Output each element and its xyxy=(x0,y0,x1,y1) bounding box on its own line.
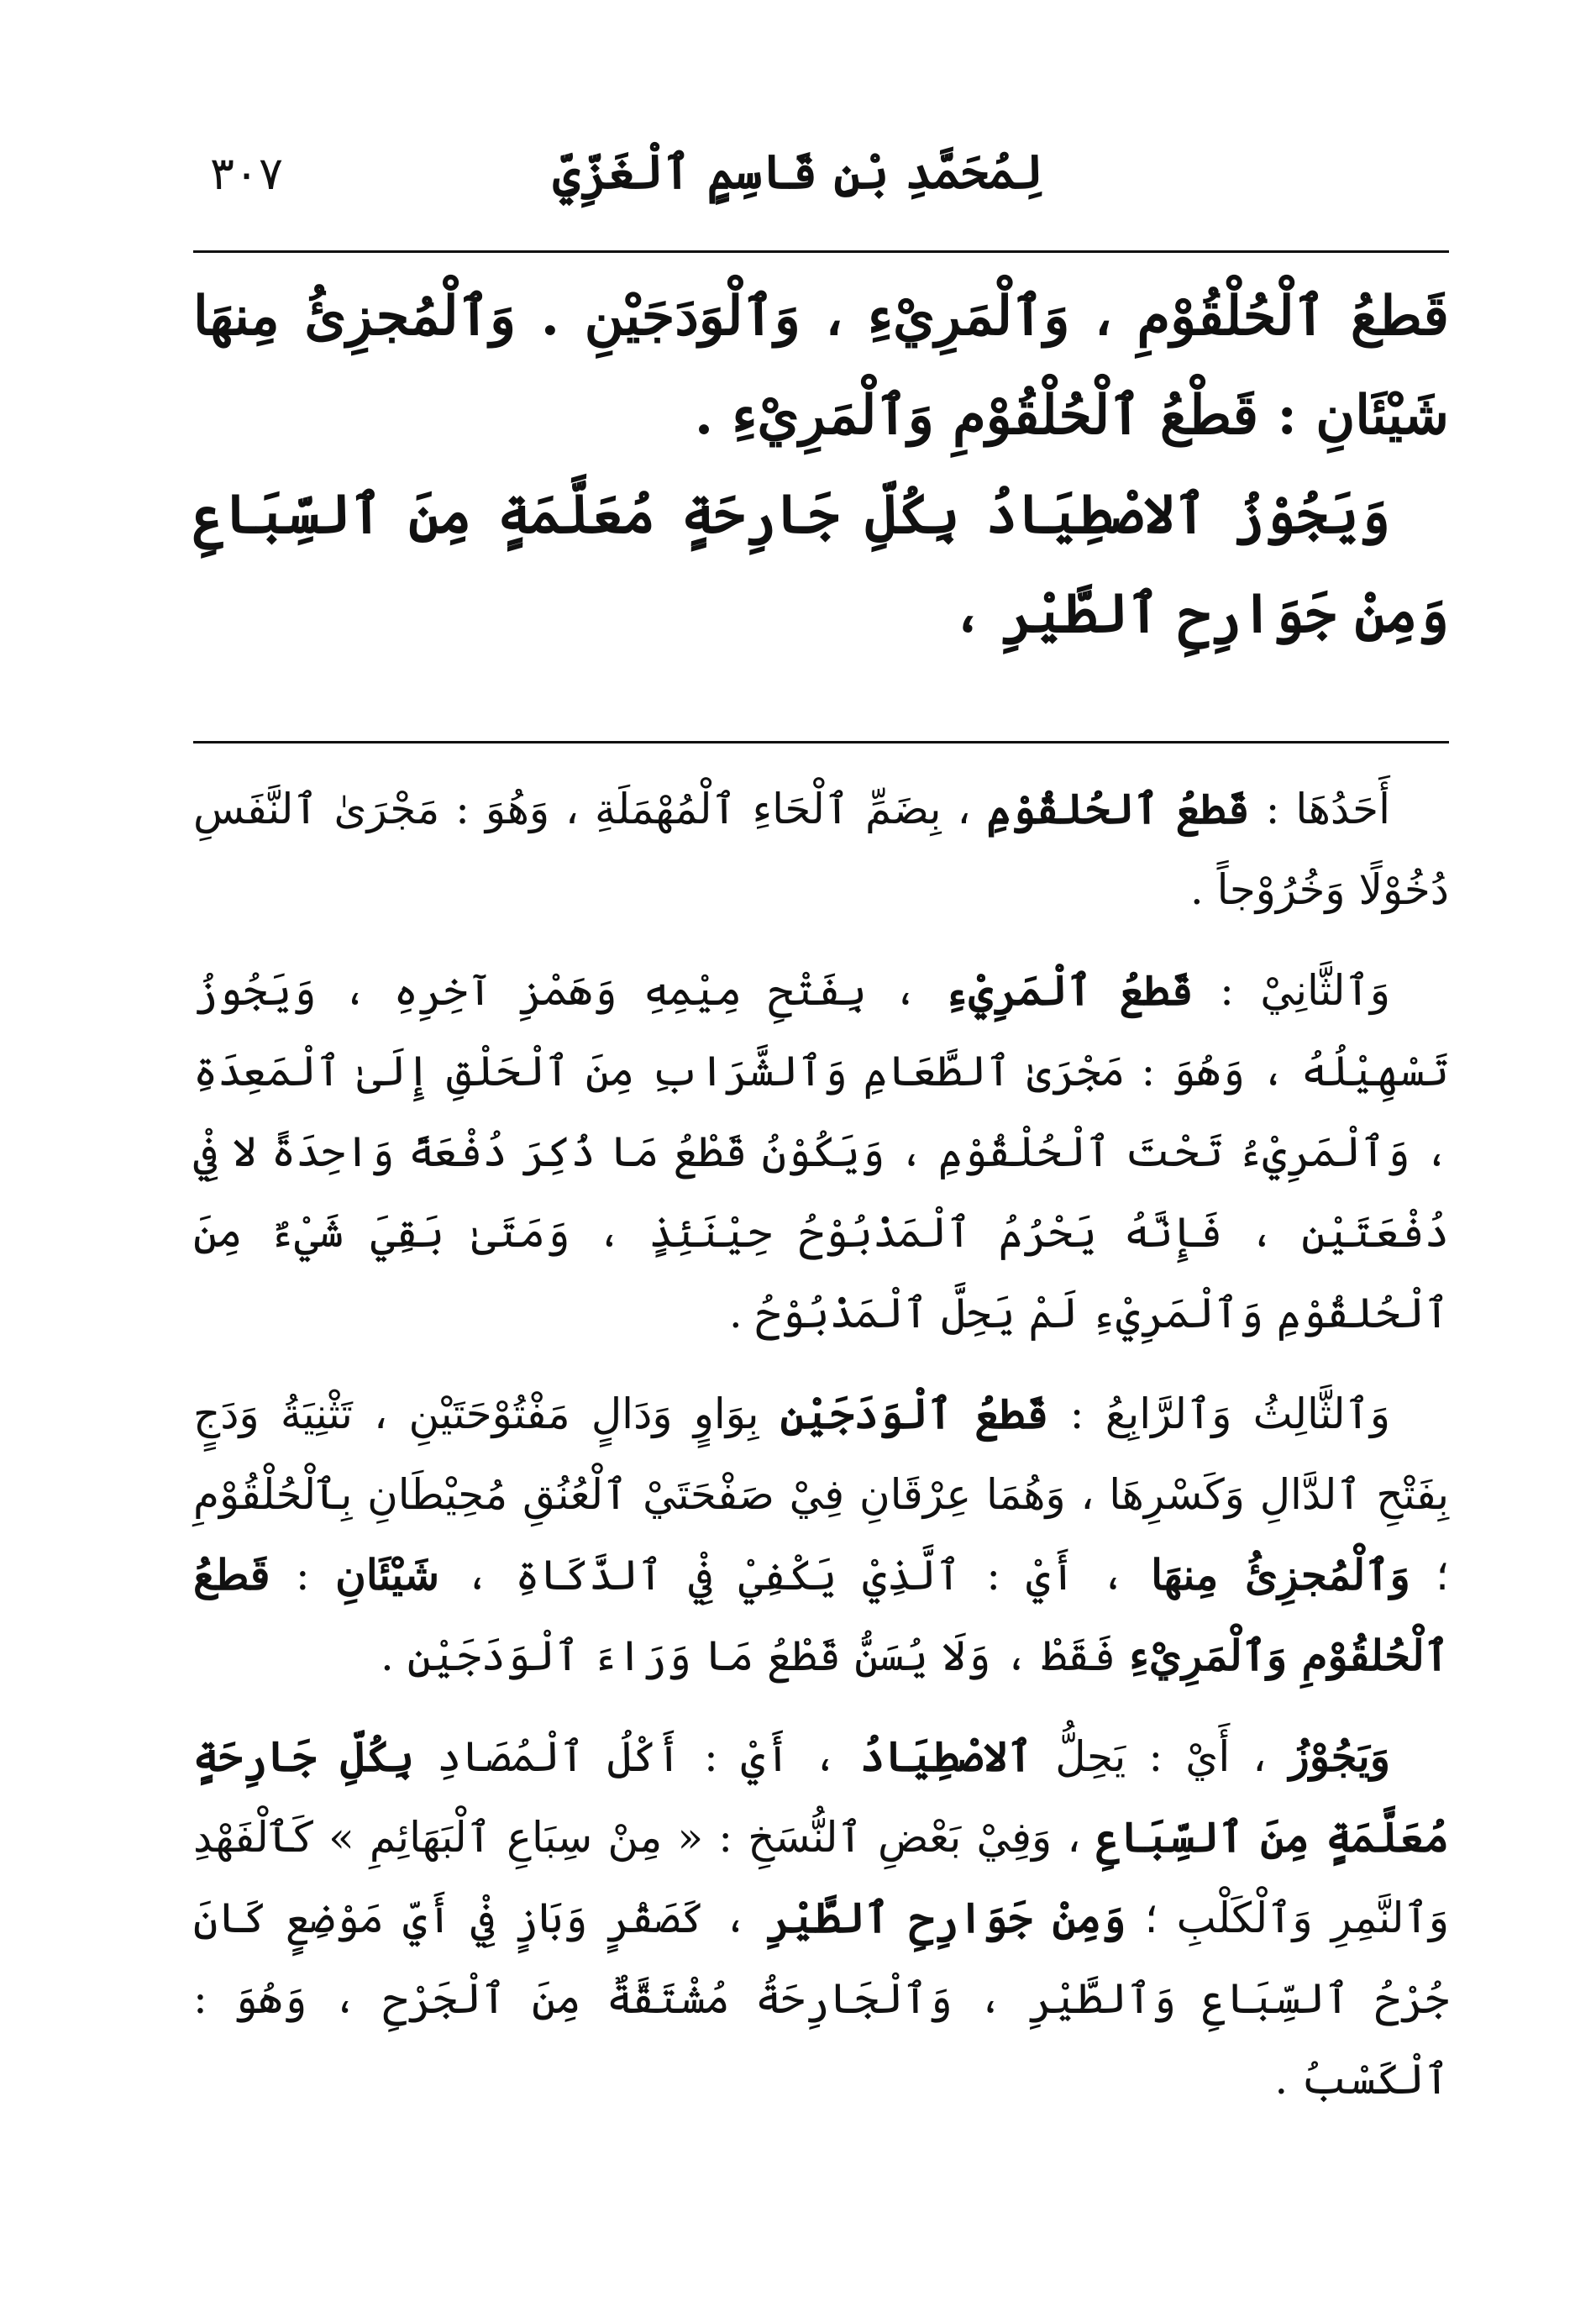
main-text-paragraph-1: قَطعُ ٱلْحُلْقُوْمِ ، وَٱلْمَرِيْءِ ، وَٱلْوَدَجَيْنِ . وَٱلْمُجزِئُ مِنهَا شَيْئَانِ : قَطْعُ ٱلْحُلْقُوْمِ وَٱلْمَرِيْءِ . xyxy=(193,285,1449,447)
page-number: ٣٠٧ xyxy=(210,147,284,200)
commentary-text xyxy=(193,769,1449,2199)
commentary-segment: أَحَدُهَا : xyxy=(1249,785,1390,833)
commentary-segment: ، وَفِيْ بَعْضِ ٱلنُّسَخِ : « مِنْ سِبَاعِ ٱلْبَهَائِمِ » كَٱلْفَهْدِ وَٱلنَّمِرِ وَٱلْكَلْبِ ؛ xyxy=(193,1813,1449,1942)
commentary-segment: بِوَاوٍ وَدَالٍ مَفْتُوْحَتَيْنِ ، تَثْنِيَةُ وَدَجٍ بِفَتْحِ ٱلدَّالِ وَكَسْرِهَا ، وَهُمَا عِرْقَانِ فِيْ صَفْحَتَيْ ٱلْعُنُقِ مُحِيْطَانِ بِٱلْحُلْقُوْمِ ؛ xyxy=(193,1390,1450,1600)
commentary-segment: ، كَصَقْرٍ وَبَازٍ فِيْ أَيِّ مَوْضِعٍ كَانَ جُرْحُ ٱلسِّبَاعِ وَٱلطَّيْرِ ، وَٱلْجَارِحَةُ مُشْتَقَّةٌ مِنَ ٱلْجَرْحِ ، وَهُوَ : ٱلْكَسْبُ . xyxy=(193,1894,1449,2104)
bold-quoted-term: قَطعُ ٱلْمَرِيْءِ xyxy=(944,965,1194,1015)
bold-quoted-term: شَيْئَانِ xyxy=(335,1550,440,1600)
commentary-paragraph-1 xyxy=(193,769,1449,930)
running-header xyxy=(193,126,1403,218)
main-text-paragraph-2: وَيَجُوْزُ ٱلاصْطِيَادُ بِكُلِّ جَارِحَةٍ مُعَلَّمَةٍ مِنَ ٱلسِّبَاعِ وَمِنْ جَوَارِحِ ٱلطَّيْرِ ، xyxy=(193,483,1449,645)
commentary-paragraph-3 xyxy=(193,1374,1449,1696)
bold-quoted-term: قَطعُ ٱلحُلقُوْمِ xyxy=(986,784,1250,833)
commentary-segment: وَٱلثَّانِيْ : xyxy=(1193,966,1390,1015)
commentary-segment: وَٱلثَّالِثُ وَٱلرَّابِعُ : xyxy=(1048,1390,1390,1438)
commentary-segment: فَقَطْ ، وَلَا يُسَنُّ قَطْعُ مَا وَرَاءَ ٱلْوَدَجَيْنِ . xyxy=(380,1631,1130,1680)
bold-quoted-term: وَٱلْمُجزِئُ مِنهَا xyxy=(1151,1550,1410,1600)
bold-quoted-term: قَطعُ ٱلْوَدَجَيْنِ xyxy=(780,1389,1049,1438)
bold-quoted-term: بِكُلِّ جَارِحَةٍ مُعَلَّمَةٍ مِنَ ٱلسِّبَاعِ xyxy=(193,1731,1449,1862)
commentary-segment: ، أَيْ : أَكْلُ ٱلْمُصَادِ xyxy=(414,1732,861,1781)
running-header-title: لِمُحَمَّدِ بْنِ قَاسِمٍ ٱلْغَزِّيِّ xyxy=(553,144,1043,200)
commentary-segment: ، أَيْ : يَحِلُّ xyxy=(1032,1732,1289,1781)
commentary-paragraph-4 xyxy=(193,1716,1449,2120)
bold-quoted-term: وَمِنْ جَوَارِحِ ٱلطَّيْرِ xyxy=(766,1893,1126,1942)
commentary-segment: ، بِفَتْحِ مِيْمِهِ وَهَمْزِ آخِرِهِ ، وَيَجُوزُ تَسْهِيْلُهُ ، وَهُوَ : مَجْرَىٰ ٱلطَّعَامِ وَٱلشَّرَابِ مِنَ ٱلْحَلْقِ إِلَىٰ ٱلْمَعِدَةِ ، وَٱلْمَرِيْءُ تَحْتَ ٱلْحُلْقُوْمِ ، وَيَكُوْنُ قَطْعُ مَا ذُكِرَ دُفْعَةً وَاحِدَةً لا فِيْ دُفْعَتَيْنِ ، فَإِنَّهُ يَحْرُمُ ٱلْمَذْبُوْحُ حِيْنَئِذٍ ، وَمَتَىٰ بَقِيَ شَيْءٌ مِنَ ٱلْحُلقُوْمِ وَٱلْمَرِيْءِ لَمْ يَحِلَّ ٱلْمَذْبُوْحُ . xyxy=(193,966,1449,1337)
commentary-segment: : xyxy=(270,1551,336,1600)
commentary-segment: ، أَيْ : ٱلَّذِيْ يَكْفِيْ فِيْ ٱلذَّكَاةِ ، xyxy=(439,1551,1152,1600)
bold-quoted-term: قَطعُ ٱلْحُلقُوْمِ وَٱلْمَرِيْءِ xyxy=(193,1550,1449,1680)
bold-quoted-term: ٱلاصْطِيَادُ xyxy=(860,1731,1033,1781)
main-commentary-divider xyxy=(193,741,1449,743)
bold-quoted-term: وَيَجُوْزُ xyxy=(1289,1731,1390,1781)
header-divider xyxy=(193,250,1449,253)
commentary-segment: ، بِضَمِّ ٱلْحَاءِ ٱلْمُهْمَلَةِ ، وَهُوَ : مَجْرَىٰ ٱلنَّفَسِ دُخُوْلًا وَخُرُوْجاً . xyxy=(193,785,1449,914)
main-text xyxy=(193,267,1449,721)
commentary-paragraph-2 xyxy=(193,950,1449,1353)
